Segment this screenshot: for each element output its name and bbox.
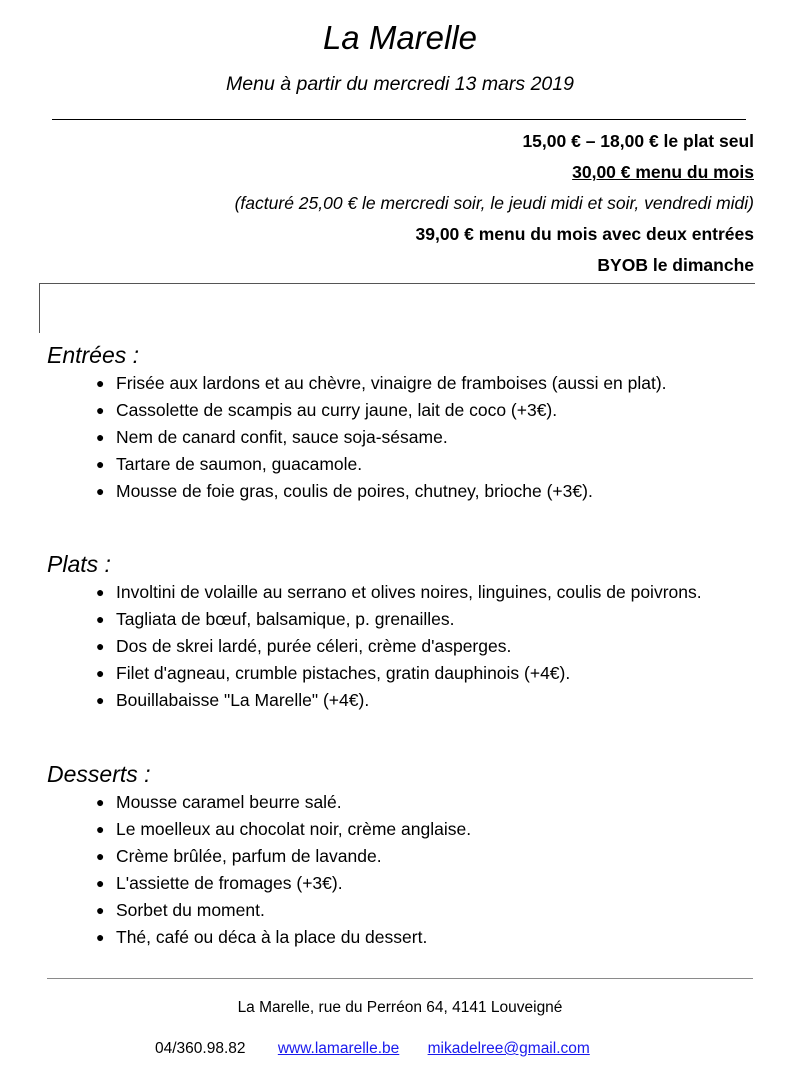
list-item: ● Tagliata de bœuf, balsamique, p. grenailles. bbox=[96, 606, 716, 633]
price-note: (facturé 25,00 € le mercredi soir, le jeudi midi et soir, vendredi midi) bbox=[234, 193, 754, 213]
list-item: ● Bouillabaisse "La Marelle" (+4€). bbox=[96, 687, 716, 714]
list-item: ● Thé, café ou déca à la place du dessert. bbox=[96, 924, 716, 951]
section-title-entrees: Entrées : bbox=[47, 342, 140, 368]
email-link[interactable]: mikadelree@gmail.com bbox=[427, 1040, 590, 1057]
footer-address: La Marelle, rue du Perréon 64, 4141 Louveigné bbox=[237, 999, 563, 1016]
list-item: ● Sorbet du moment. bbox=[96, 897, 716, 924]
plats-list bbox=[96, 579, 716, 714]
list-item: ● Cassolette de scampis au curry jaune, lait de coco (+3€). bbox=[96, 397, 716, 424]
price-menu-du-mois bbox=[34, 157, 754, 188]
price-plat-seul: 15,00 € – 18,00 € le plat seul bbox=[522, 131, 754, 151]
section-frame-left bbox=[39, 283, 40, 333]
phone-number: 04/360.98.82 bbox=[155, 1040, 246, 1057]
list-item: ● Tartare de saumon, guacamole. bbox=[96, 451, 716, 478]
price-menu-du-mois-text: 30,00 € menu du mois bbox=[572, 162, 754, 182]
price-block bbox=[34, 126, 754, 281]
website-link[interactable]: www.lamarelle.be bbox=[277, 1040, 400, 1057]
footer-divider bbox=[47, 978, 753, 979]
list-item: ● Crème brûlée, parfum de lavande. bbox=[96, 843, 716, 870]
list-item: ● Mousse de foie gras, coulis de poires, chutney, brioche (+3€). bbox=[96, 478, 716, 505]
section-frame-top bbox=[39, 283, 755, 284]
footer-contact bbox=[155, 1037, 614, 1061]
list-item: ● Le moelleux au chocolat noir, crème anglaise. bbox=[96, 816, 716, 843]
list-item: ● L'assiette de fromages (+3€). bbox=[96, 870, 716, 897]
list-item: ● Nem de canard confit, sauce soja-sésame. bbox=[96, 424, 716, 451]
section-title-desserts: Desserts : bbox=[47, 761, 151, 787]
section-title-plats: Plats : bbox=[47, 551, 111, 577]
list-item: ● Frisée aux lardons et au chèvre, vinaigre de framboises (aussi en plat). bbox=[96, 370, 716, 397]
price-menu-deux-entrees: 39,00 € menu du mois avec deux entrées bbox=[415, 224, 754, 244]
restaurant-title: La Marelle bbox=[322, 19, 478, 56]
list-item: ● Dos de skrei lardé, purée céleri, crème d'asperges. bbox=[96, 633, 716, 660]
menu-date-subtitle: Menu à partir du mercredi 13 mars 2019 bbox=[226, 73, 574, 95]
list-item: ● Filet d'agneau, crumble pistaches, gratin dauphinois (+4€). bbox=[96, 660, 716, 687]
entrees-list bbox=[96, 370, 716, 505]
list-item: ● Involtini de volaille au serrano et olives noires, linguines, coulis de poivrons. bbox=[96, 579, 716, 606]
byob-note: BYOB le dimanche bbox=[597, 255, 754, 275]
desserts-list bbox=[96, 789, 716, 951]
header-divider bbox=[52, 119, 746, 120]
list-item: ● Mousse caramel beurre salé. bbox=[96, 789, 716, 816]
